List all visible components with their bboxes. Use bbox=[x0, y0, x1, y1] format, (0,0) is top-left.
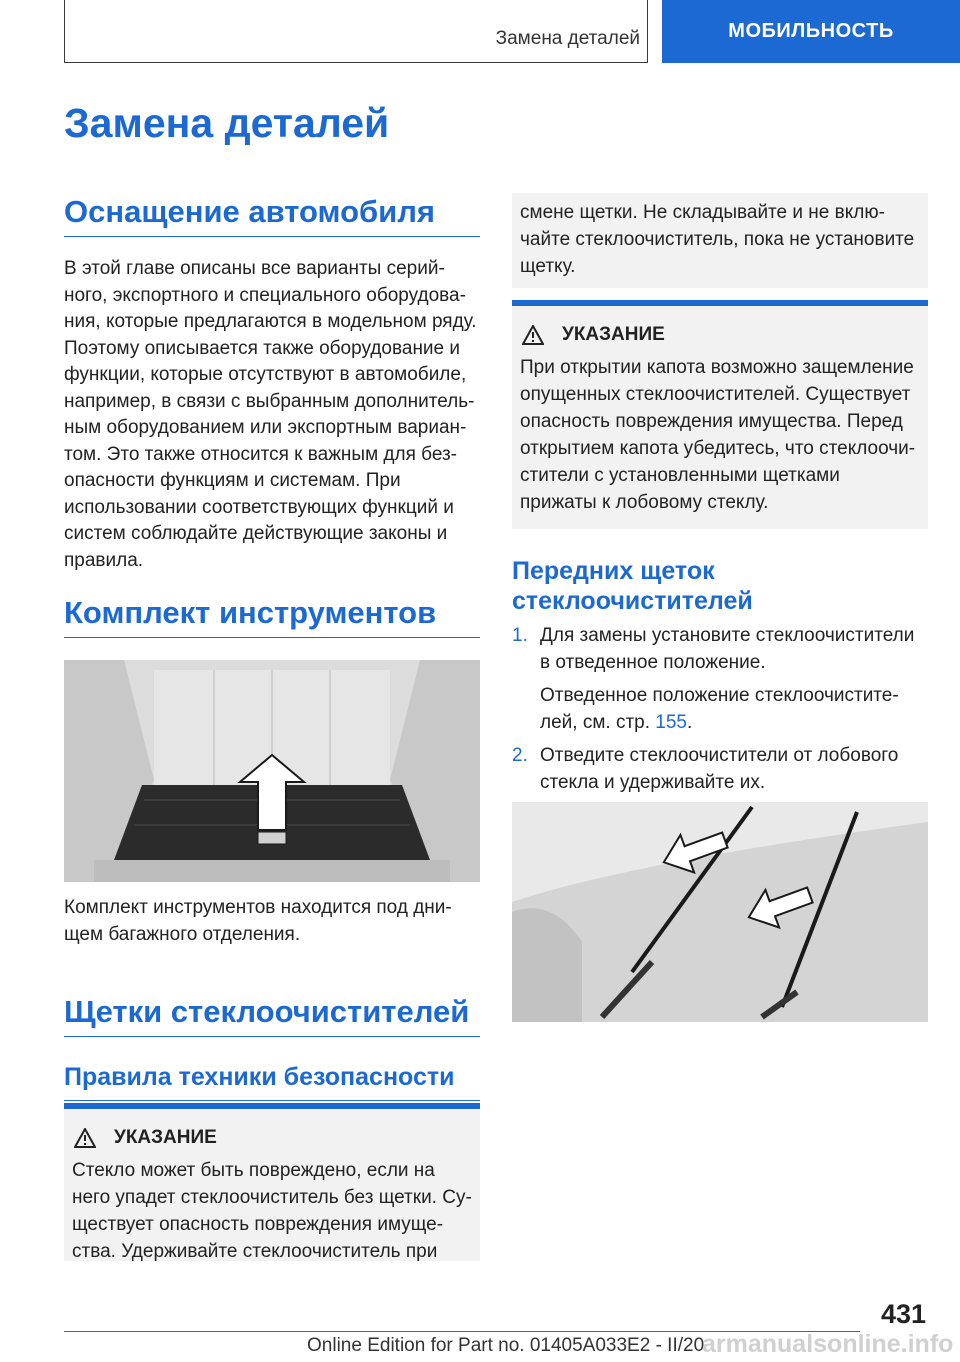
wipers-heading: Щетки стеклоочистителей bbox=[64, 994, 480, 1037]
wiper-illustration bbox=[512, 802, 928, 1022]
warning-2-header bbox=[512, 306, 928, 346]
warning-1-header bbox=[64, 1109, 480, 1149]
step-note-suffix: . bbox=[686, 712, 693, 733]
step-note bbox=[540, 682, 928, 736]
safety-heading: Правила техники безопасности bbox=[64, 1062, 480, 1101]
footer-edition: Online Edition for Part no. 01405A033E2 - II/20 bbox=[307, 1335, 705, 1356]
page-link[interactable]: 155 bbox=[655, 712, 687, 733]
equipment-text: В этой главе описаны все варианты серий-ного, экспортного и специального оборудова-ния, которые предлагаются в модельном ряду. Поэтому описывается также оборудование и функции, которые отсутствуют в автомобиле, например, в связи с выбранным дополнитель-ным оборудованием или экспортным вариан-том. Это также относится к важным для без-опасности функциям и системам. При использовании соответствующих функций и систем соблюдайте действующие законы и правила. bbox=[64, 258, 477, 571]
header-chapter-tab[interactable]: МОБИЛЬНОСТЬ bbox=[662, 0, 960, 63]
toolkit-caption: Комплект инструментов находится под дни-щем багажного отделения. bbox=[64, 897, 452, 945]
page-number: 431 bbox=[880, 1299, 926, 1329]
trunk-illustration bbox=[64, 660, 480, 882]
toolkit-heading: Комплект инструментов bbox=[64, 595, 480, 638]
trunk-figure bbox=[64, 660, 480, 882]
front-wipers-heading: Передних щеток стеклоочистителей bbox=[512, 557, 753, 615]
warning-2-title: УКАЗАНИЕ bbox=[562, 324, 665, 345]
step-note-text: Отведенное положение стеклоочистите-лей, см. стр. bbox=[540, 685, 899, 733]
warning-1-continued-text: смене щетки. Не складывайте и не вклю-чайте стеклоочиститель, пока не установите щетку. bbox=[520, 202, 915, 277]
wiper-steps-list bbox=[512, 622, 928, 802]
warning-box-1-continued bbox=[512, 193, 928, 288]
warning-triangle-icon bbox=[522, 325, 544, 345]
step-text: Для замены установите стеклоочистители в отведенное положение. bbox=[540, 625, 915, 673]
warning-triangle-icon bbox=[74, 1128, 96, 1148]
step-text: Отведите стеклоочистители от лобового стекла и удерживайте их. bbox=[540, 745, 899, 793]
warning-box-1 bbox=[64, 1103, 480, 1261]
step-item bbox=[512, 622, 928, 736]
wiper-figure bbox=[512, 802, 928, 1022]
warning-box-2 bbox=[512, 300, 928, 529]
watermark: armanualsonline.info bbox=[702, 1330, 954, 1358]
step-item bbox=[512, 742, 928, 796]
warning-1-title: УКАЗАНИЕ bbox=[114, 1127, 217, 1148]
page-title: Замена деталей bbox=[64, 100, 390, 146]
step-number: 2. bbox=[512, 745, 528, 766]
warning-2-text: При открытии капота возможно защемление опущенных стеклоочистителей. Существует опасность повреждения имущества. Перед открытием капота убедитесь, что стеклоочи-стители с установленными щетками прижаты к лобовому стеклу. bbox=[520, 357, 916, 513]
warning-1-text: Стекло может быть повреждено, если на него упадет стеклоочиститель без щетки. Су-ществует опасность повреждения имуще-ства. Удерживайте стеклоочиститель при bbox=[72, 1160, 472, 1262]
step-number: 1. bbox=[512, 625, 528, 646]
equipment-heading: Оснащение автомобиля bbox=[64, 194, 480, 237]
header-section-title: Замена деталей bbox=[495, 28, 640, 49]
